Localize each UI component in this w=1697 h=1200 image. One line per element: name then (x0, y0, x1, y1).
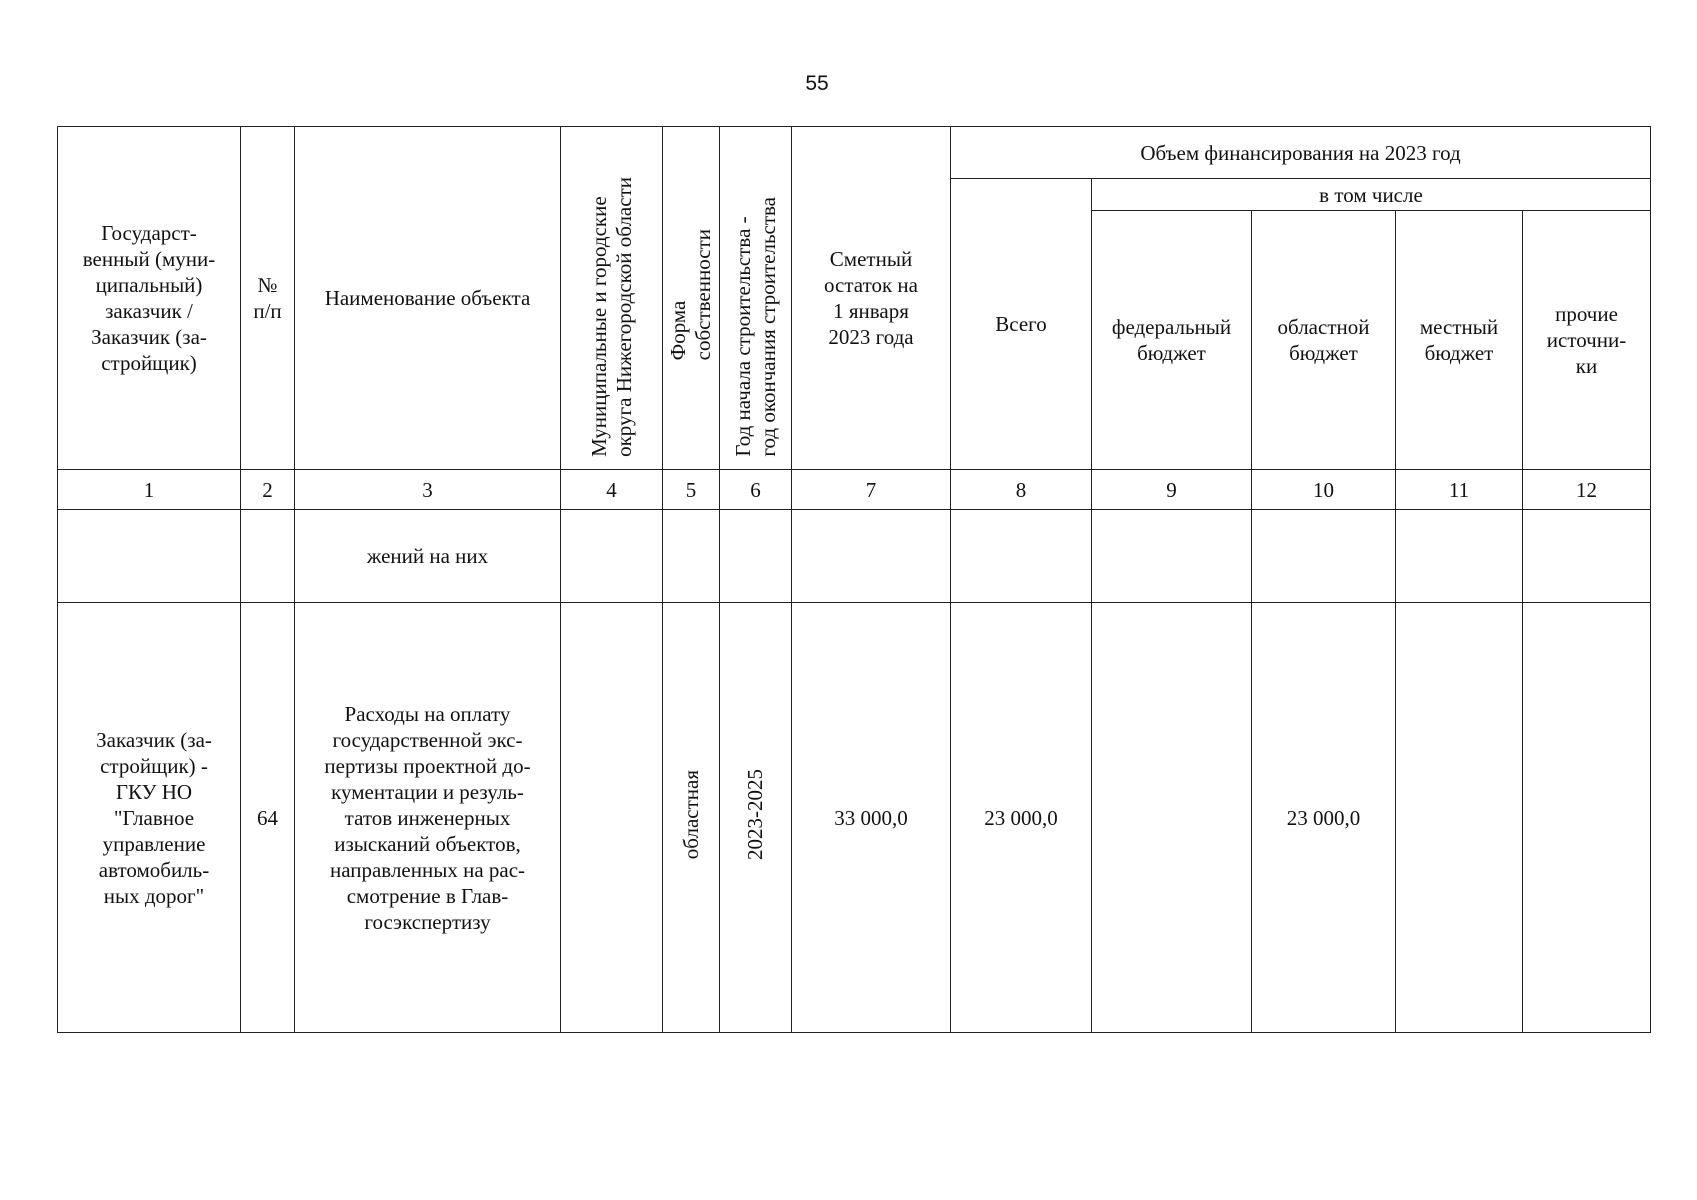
header-total: Всего (951, 179, 1092, 470)
cell-municipalities (561, 510, 663, 603)
header-other: прочие источни- ки (1523, 211, 1651, 470)
cell-customer (58, 510, 241, 603)
header-object-name: Наименование объекта (295, 127, 561, 470)
column-number: 10 (1252, 470, 1396, 510)
cell-years (720, 603, 792, 1033)
header-municipalities-label: Муниципальные и городские округа Нижегородской области (586, 177, 636, 457)
cell-local (1396, 510, 1523, 603)
cell-other (1523, 510, 1651, 603)
column-number: 5 (663, 470, 720, 510)
header-row (58, 127, 1651, 179)
cell-customer: Заказчик (за- стройщик) - ГКУ НО "Главное управление автомобиль- ных дорог" (58, 603, 241, 1033)
column-number: 12 (1523, 470, 1651, 510)
column-number: 3 (295, 470, 561, 510)
cell-other (1523, 603, 1651, 1033)
cell-number: 64 (241, 603, 295, 1033)
cell-federal (1092, 510, 1252, 603)
cell-object-name: Расходы на оплату государственной экс- пертизы проектной до- кументации и резуль- татов инженерных изысканий объектов, направленных на рас- смотрение в Глав- госэкспертизу (295, 603, 561, 1033)
header-years-label: Год начала строительства - год окончания строительства (730, 197, 780, 457)
cell-regional (1252, 510, 1396, 603)
header-ownership (663, 127, 720, 470)
header-municipalities (561, 127, 663, 470)
cell-federal (1092, 603, 1252, 1033)
header-years (720, 127, 792, 470)
column-number: 8 (951, 470, 1092, 510)
cell-municipalities (561, 603, 663, 1033)
column-number: 1 (58, 470, 241, 510)
header-federal: федеральный бюджет (1092, 211, 1252, 470)
header-number: № п/п (241, 127, 295, 470)
column-number: 4 (561, 470, 663, 510)
column-numbers-row (58, 470, 1651, 510)
header-customer: Государст- венный (муни- ципальный) заказчик / Заказчик (за- стройщик) (58, 127, 241, 470)
cell-local (1396, 603, 1523, 1033)
header-including: в том числе (1092, 179, 1651, 211)
column-number: 11 (1396, 470, 1523, 510)
cell-total (951, 510, 1092, 603)
column-number: 9 (1092, 470, 1252, 510)
column-number: 6 (720, 470, 792, 510)
cell-number (241, 510, 295, 603)
cell-estimate (792, 510, 951, 603)
cell-total: 23 000,0 (951, 603, 1092, 1033)
cell-ownership (663, 510, 720, 603)
header-local: местный бюджет (1396, 211, 1523, 470)
cell-ownership-value: областная (678, 769, 703, 860)
cell-object-name: жений на них (295, 510, 561, 603)
financing-table (57, 126, 1651, 1033)
header-estimate: Сметный остаток на 1 января 2023 года (792, 127, 951, 470)
cell-ownership (663, 603, 720, 1033)
header-ownership-label: Форма собственности (666, 229, 715, 361)
cell-years-value: 2023-2025 (743, 769, 767, 860)
table-row (58, 603, 1651, 1033)
column-number: 7 (792, 470, 951, 510)
page-number: 55 (805, 72, 829, 95)
column-number: 2 (241, 470, 295, 510)
cell-years (720, 510, 792, 603)
header-regional: областной бюджет (1252, 211, 1396, 470)
table-row (58, 510, 1651, 603)
cell-regional: 23 000,0 (1252, 603, 1396, 1033)
cell-estimate: 33 000,0 (792, 603, 951, 1033)
header-financing: Объем финансирования на 2023 год (951, 127, 1651, 179)
